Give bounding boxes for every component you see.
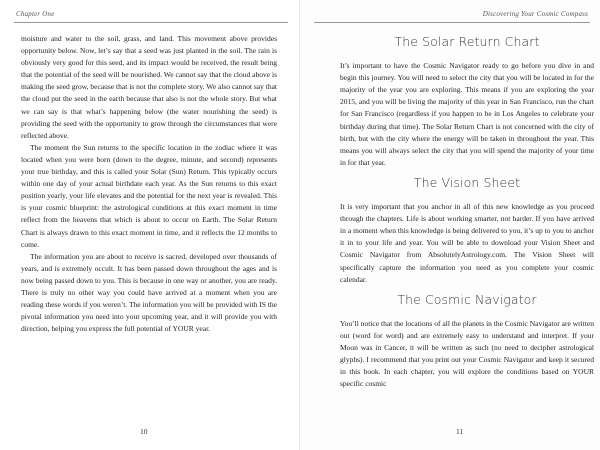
running-head-right: Discovering Your Cosmic Compass (482, 10, 588, 18)
paragraph: The information you are about to receive is sacred, developed over thousands of years, and is extremely occult. It has been passed down throughout the ages and is now being passed down to you. This is because in one way or another, you are ready. There is truly no other way you could have arrived at a moment when you are reading these words if you weren’t. The information you will be provided with IS the pivotal information you need into your upcoming year, and it will provide you with direction, helping you express the full potential of YOUR year. (21, 251, 277, 334)
right-page-body (340, 30, 594, 390)
section-text-vision-sheet: It is very important that you anchor in all of this new knowledge as you proceed through the chapters. Life is about working smarter, not harder. If you have arrived in a moment when this knowledge is being delivered to you, it’s up to you to anchor it in to your life and year. You will be able to download your Vision Sheet and Cosmic Navigator from AbsolutelyAstrology.com. The Vision Sheet will specifically capture the information you need as you complete your cosmic calendar. (340, 202, 594, 284)
header-rule-left (14, 22, 288, 23)
header-rule-right (314, 22, 590, 23)
page-number-left: 10 (140, 427, 148, 436)
section-title-cosmic-navigator: The Cosmic Navigator (397, 291, 537, 307)
paragraph: The moment the Sun returns to the specific location in the zodiac where it was located when you were born (down to the degree, minute, and second) represents your true birthday, and this is called your Solar (Sun) Return. This typically occurs within one day of your actual birthdate each year. As the Sun returns to this exact position yearly, your life elevates and the potential for the next year is revealed. This is your cosmic blueprint: the astrological conditions at this exact moment in time reflect from the heavens that which is about to occur on Earth. The Solar Return Chart is always drawn to this exact moment in time, and it reflects the 12 months to come. (21, 142, 277, 249)
left-page-body (21, 33, 277, 335)
section-text-solar-return: It’s important to have the Cosmic Navigator ready to go before you dive in and begin this journey. You will need to select the city that you will be located in for the majority of the year you are exploring. This means if you are exploring the year 2015, and you will be living the majority of this year in San Francisco, run the chart for San Francisco (regardless if you happen to be in Los Angeles to celebrate your birthday during that time). The Solar Return Chart is not concerned with the city of birth, but with the city where the energy will be taken in throughout the year. This means you will always select the city that you will spend the majority of your time in for that year. (340, 61, 594, 167)
page-number-right: 11 (456, 427, 464, 436)
section-title-vision-sheet: The Vision Sheet (413, 174, 521, 190)
right-page (300, 0, 600, 450)
paragraph: moisture and water to the soil, grass, and land. This movement above provides opportunity below. Now, let’s say that a seed was just planted in the soil. The rain is obviously very good for this seed, and its impact would be received, the result being that the potential of the seed will be nourished. We cannot say that the cloud above is making the seed grow, because that is not the complete story. We also cannot say that the cloud put the seed in the earth because that also is not the whole story. But what we can say is that what’s happening below (the water nourishing the seed) is providing the seed with the opportunity to grow through the circumstances that were reflected above. (21, 34, 277, 140)
section-text-cosmic-navigator: You’ll notice that the locations of all the planets in the Cosmic Navigator are written out (word for word) and are extremely easy to understand and interpret. If your Moon was in Cancer, it will be written as such (no need to decipher astrological glyphs). I recommend that you print out your Cosmic Navigator and keep it secured in this book. In each chapter, you will explore the conditions based on YOUR specific cosmic (340, 318, 594, 389)
running-head-left: Chapter One (16, 10, 55, 18)
section-title-solar-return: The Solar Return Chart (394, 34, 540, 49)
